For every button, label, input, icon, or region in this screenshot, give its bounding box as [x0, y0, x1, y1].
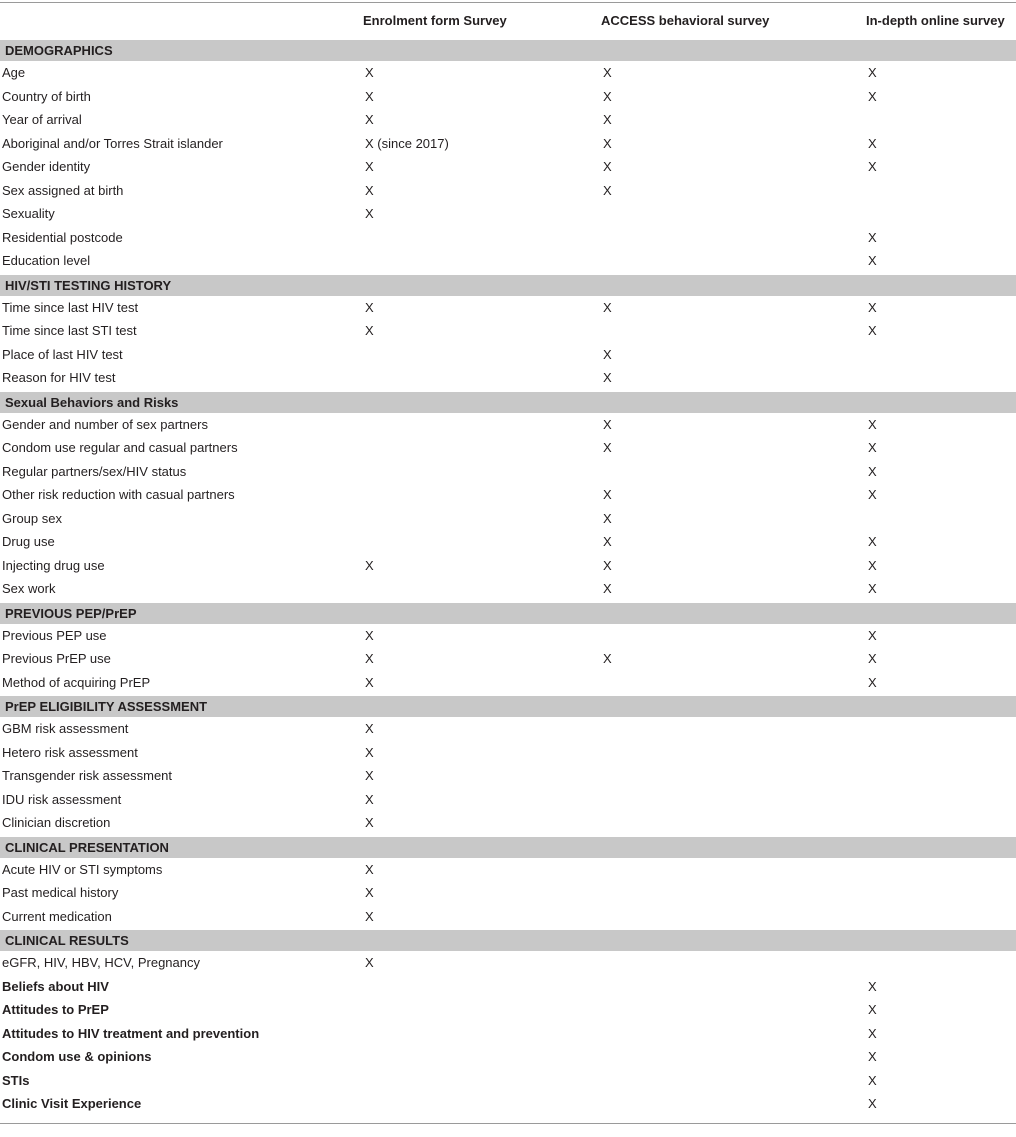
enrolment-form-survey-cell: X [365, 885, 374, 901]
row-label: GBM risk assessment [2, 721, 129, 737]
table-row [0, 788, 1016, 812]
row-label: Place of last HIV test [2, 346, 123, 362]
table-row [0, 343, 1016, 367]
access-behavioral-survey-cell: X [603, 370, 612, 386]
in-depth-online-survey-cell [866, 202, 1016, 226]
row-label: Condom use regular and casual partners [2, 440, 238, 456]
table-row [0, 647, 1016, 671]
in-depth-online-survey-cell [866, 788, 1016, 812]
table-row [0, 905, 1016, 930]
table-row [0, 671, 1016, 696]
table-row [0, 179, 1016, 203]
table-row [0, 764, 1016, 788]
row-label: Sex assigned at birth [2, 182, 124, 198]
section-header-row [0, 695, 1016, 717]
row-label: Condom use & opinions [2, 1049, 152, 1065]
table-row [0, 1045, 1016, 1069]
header-item [0, 3, 363, 40]
in-depth-online-survey-cell: X [868, 651, 877, 667]
in-depth-online-survey-cell [866, 858, 1016, 882]
row-label: Group sex [2, 510, 62, 526]
in-depth-online-survey-cell [866, 343, 1016, 367]
row-label: Injecting drug use [2, 557, 105, 573]
table-row [0, 624, 1016, 648]
access-behavioral-survey-cell [601, 881, 866, 905]
in-depth-online-survey-cell [866, 905, 1016, 930]
row-label: Sex work [2, 581, 56, 597]
table-row [0, 483, 1016, 507]
row-label: Clinician discretion [2, 815, 111, 831]
row-label: Clinic Visit Experience [0, 1092, 363, 1124]
header-in-depth-online-survey: In-depth online survey [866, 3, 1016, 40]
in-depth-online-survey-cell: X [868, 557, 877, 573]
table-row [0, 85, 1016, 109]
access-behavioral-survey-cell [601, 858, 866, 882]
in-depth-online-survey-cell [866, 764, 1016, 788]
row-label: Time since last HIV test [2, 299, 139, 315]
enrolment-form-survey-cell [363, 413, 601, 437]
row-label: IDU risk assessment [2, 791, 122, 807]
header-enrolment-form-survey: Enrolment form Survey [363, 3, 601, 40]
in-depth-online-survey-cell: X [868, 135, 877, 151]
enrolment-form-survey-cell: X (since 2017) [365, 135, 449, 151]
row-label: Attitudes to HIV treatment and prevention [2, 1025, 260, 1041]
access-behavioral-survey-cell [601, 1045, 866, 1069]
enrolment-form-survey-cell: X [365, 674, 374, 690]
in-depth-online-survey-cell: X [868, 487, 877, 503]
row-label: Beliefs about HIV [2, 978, 109, 994]
row-label: Acute HIV or STI symptoms [2, 861, 163, 877]
in-depth-online-survey-cell: X [868, 978, 877, 994]
in-depth-online-survey-cell [866, 179, 1016, 203]
access-behavioral-survey-cell [601, 319, 866, 343]
enrolment-form-survey-cell: X [365, 557, 374, 573]
table-header-row [0, 3, 1016, 40]
in-depth-online-survey-cell: X [868, 674, 877, 690]
row-label: Education level [2, 253, 91, 269]
row-label: Country of birth [2, 88, 91, 104]
enrolment-form-survey-cell [363, 1022, 601, 1046]
enrolment-form-survey-cell [363, 507, 601, 531]
access-behavioral-survey-cell [601, 811, 866, 836]
table-body [0, 39, 1016, 1124]
access-behavioral-survey-cell [601, 1092, 866, 1124]
in-depth-online-survey-cell: X [868, 534, 877, 550]
enrolment-form-survey-cell [363, 1045, 601, 1069]
in-depth-online-survey-cell: X [868, 440, 877, 456]
row-label: Transgender risk assessment [2, 768, 173, 784]
row-label: Other risk reduction with casual partners [2, 487, 235, 503]
table-row [0, 530, 1016, 554]
in-depth-online-survey-cell: X [868, 65, 877, 81]
enrolment-form-survey-cell [363, 343, 601, 367]
table-row [0, 249, 1016, 274]
access-behavioral-survey-cell: X [603, 487, 612, 503]
row-label: Regular partners/sex/HIV status [2, 463, 187, 479]
enrolment-form-survey-cell: X [365, 112, 374, 128]
access-behavioral-survey-cell [601, 951, 866, 975]
access-behavioral-survey-cell [601, 905, 866, 930]
enrolment-form-survey-cell: X [365, 908, 374, 924]
enrolment-form-survey-cell [363, 460, 601, 484]
in-depth-online-survey-cell: X [868, 159, 877, 175]
in-depth-online-survey-cell [866, 881, 1016, 905]
enrolment-form-survey-cell: X [365, 744, 374, 760]
enrolment-form-survey-cell: X [365, 627, 374, 643]
enrolment-form-survey-cell: X [365, 182, 374, 198]
section-header-row [0, 836, 1016, 858]
in-depth-online-survey-cell: X [868, 627, 877, 643]
table-row [0, 975, 1016, 999]
access-behavioral-survey-cell [601, 202, 866, 226]
survey-comparison-table [0, 2, 1016, 1124]
table-row [0, 507, 1016, 531]
access-behavioral-survey-cell [601, 1022, 866, 1046]
row-label: Reason for HIV test [2, 370, 116, 386]
access-behavioral-survey-cell [601, 624, 866, 648]
enrolment-form-survey-cell: X [365, 721, 374, 737]
enrolment-form-survey-cell: X [365, 768, 374, 784]
enrolment-form-survey-cell: X [365, 88, 374, 104]
section-header-label: CLINICAL RESULTS [0, 929, 1016, 951]
table-row [0, 881, 1016, 905]
in-depth-online-survey-cell: X [868, 229, 877, 245]
table-row [0, 811, 1016, 836]
enrolment-form-survey-cell: X [365, 206, 374, 222]
row-label: Drug use [2, 534, 55, 550]
access-behavioral-survey-cell: X [603, 651, 612, 667]
in-depth-online-survey-cell: X [868, 416, 877, 432]
table-row [0, 155, 1016, 179]
enrolment-form-survey-cell [363, 530, 601, 554]
enrolment-form-survey-cell: X [365, 159, 374, 175]
row-label: Current medication [2, 908, 112, 924]
access-behavioral-survey-cell: X [603, 440, 612, 456]
in-depth-online-survey-cell [866, 811, 1016, 836]
row-label: Age [2, 65, 26, 81]
access-behavioral-survey-cell [601, 460, 866, 484]
access-behavioral-survey-cell: X [603, 557, 612, 573]
access-behavioral-survey-cell [601, 998, 866, 1022]
enrolment-form-survey-cell [363, 483, 601, 507]
access-behavioral-survey-cell: X [603, 581, 612, 597]
access-behavioral-survey-cell [601, 249, 866, 274]
access-behavioral-survey-cell [601, 671, 866, 696]
access-behavioral-survey-cell [601, 764, 866, 788]
table-row [0, 1092, 1016, 1124]
row-label: Method of acquiring PrEP [2, 674, 151, 690]
row-label: Hetero risk assessment [2, 744, 138, 760]
section-header-label: DEMOGRAPHICS [0, 39, 1016, 61]
table-row [0, 577, 1016, 602]
access-behavioral-survey-cell: X [603, 299, 612, 315]
enrolment-form-survey-cell: X [365, 861, 374, 877]
table-row [0, 366, 1016, 391]
in-depth-online-survey-cell: X [868, 1072, 877, 1088]
access-behavioral-survey-cell: X [603, 534, 612, 550]
access-behavioral-survey-cell: X [603, 159, 612, 175]
section-header-row [0, 274, 1016, 296]
enrolment-form-survey-cell: X [365, 955, 374, 971]
access-behavioral-survey-cell: X [603, 112, 612, 128]
row-label: Sexuality [2, 206, 55, 222]
row-label: Aboriginal and/or Torres Strait islander [2, 135, 223, 151]
access-behavioral-survey-cell: X [603, 65, 612, 81]
table-row [0, 108, 1016, 132]
access-behavioral-survey-cell [601, 788, 866, 812]
enrolment-form-survey-cell: X [365, 323, 374, 339]
table-row [0, 296, 1016, 320]
access-behavioral-survey-cell [601, 717, 866, 741]
enrolment-form-survey-cell: X [365, 791, 374, 807]
access-behavioral-survey-cell: X [603, 346, 612, 362]
section-header-label: CLINICAL PRESENTATION [0, 836, 1016, 858]
table-row [0, 858, 1016, 882]
enrolment-form-survey-cell [363, 249, 601, 274]
access-behavioral-survey-cell: X [603, 416, 612, 432]
row-label: Residential postcode [2, 229, 123, 245]
in-depth-online-survey-cell: X [868, 323, 877, 339]
enrolment-form-survey-cell [363, 1092, 601, 1124]
table-row [0, 319, 1016, 343]
in-depth-online-survey-cell [866, 741, 1016, 765]
section-header-row [0, 391, 1016, 413]
access-behavioral-survey-cell: X [603, 510, 612, 526]
access-behavioral-survey-cell [601, 1069, 866, 1093]
access-behavioral-survey-cell: X [603, 182, 612, 198]
row-label: Past medical history [2, 885, 119, 901]
in-depth-online-survey-cell: X [868, 299, 877, 315]
table-row [0, 717, 1016, 741]
table-row [0, 413, 1016, 437]
in-depth-online-survey-cell [866, 507, 1016, 531]
table-row [0, 460, 1016, 484]
table-row [0, 202, 1016, 226]
in-depth-online-survey-cell: X [868, 1049, 877, 1065]
access-behavioral-survey-cell [601, 226, 866, 250]
in-depth-online-survey-cell: X [868, 253, 877, 269]
in-depth-online-survey-cell: X [868, 463, 877, 479]
row-label: Time since last STI test [2, 323, 137, 339]
table-row [0, 741, 1016, 765]
table-row [0, 1069, 1016, 1093]
access-behavioral-survey-cell [601, 975, 866, 999]
in-depth-online-survey-cell: X [868, 1025, 877, 1041]
row-label: Gender identity [2, 159, 91, 175]
enrolment-form-survey-cell [363, 226, 601, 250]
access-behavioral-survey-cell: X [603, 88, 612, 104]
in-depth-online-survey-cell: X [868, 1002, 877, 1018]
table-row [0, 226, 1016, 250]
enrolment-form-survey-cell [363, 366, 601, 391]
in-depth-online-survey-cell: X [868, 581, 877, 597]
in-depth-online-survey-cell [866, 951, 1016, 975]
table-row [0, 132, 1016, 156]
section-header-row [0, 39, 1016, 61]
enrolment-form-survey-cell: X [365, 299, 374, 315]
in-depth-online-survey-cell: X [868, 88, 877, 104]
in-depth-online-survey-cell [866, 366, 1016, 391]
section-header-label: PREVIOUS PEP/PrEP [0, 602, 1016, 624]
header-access-behavioral-survey: ACCESS behavioral survey [601, 3, 866, 40]
table-row [0, 1022, 1016, 1046]
table-row [0, 951, 1016, 975]
enrolment-form-survey-cell [363, 577, 601, 602]
row-label: Year of arrival [2, 112, 82, 128]
table-row [0, 998, 1016, 1022]
enrolment-form-survey-cell: X [365, 815, 374, 831]
row-label: Previous PEP use [2, 627, 107, 643]
row-label: Previous PrEP use [2, 651, 111, 667]
table-row [0, 61, 1016, 85]
section-header-label: HIV/STI TESTING HISTORY [0, 274, 1016, 296]
table-row [0, 436, 1016, 460]
section-header-row [0, 929, 1016, 951]
enrolment-form-survey-cell [363, 998, 601, 1022]
enrolment-form-survey-cell [363, 975, 601, 999]
in-depth-online-survey-cell [866, 108, 1016, 132]
row-label: Attitudes to PrEP [2, 1002, 109, 1018]
row-label: eGFR, HIV, HBV, HCV, Pregnancy [2, 955, 200, 971]
access-behavioral-survey-cell [601, 741, 866, 765]
row-label: Gender and number of sex partners [2, 416, 208, 432]
access-behavioral-survey-cell: X [603, 135, 612, 151]
in-depth-online-survey-cell [866, 717, 1016, 741]
enrolment-form-survey-cell [363, 436, 601, 460]
enrolment-form-survey-cell [363, 1069, 601, 1093]
table-row [0, 554, 1016, 578]
enrolment-form-survey-cell: X [365, 65, 374, 81]
enrolment-form-survey-cell: X [365, 651, 374, 667]
section-header-label: PrEP ELIGIBILITY ASSESSMENT [0, 695, 1016, 717]
section-header-label: Sexual Behaviors and Risks [0, 391, 1016, 413]
row-label: STIs [2, 1072, 30, 1088]
section-header-row [0, 602, 1016, 624]
in-depth-online-survey-cell: X [866, 1092, 1016, 1124]
